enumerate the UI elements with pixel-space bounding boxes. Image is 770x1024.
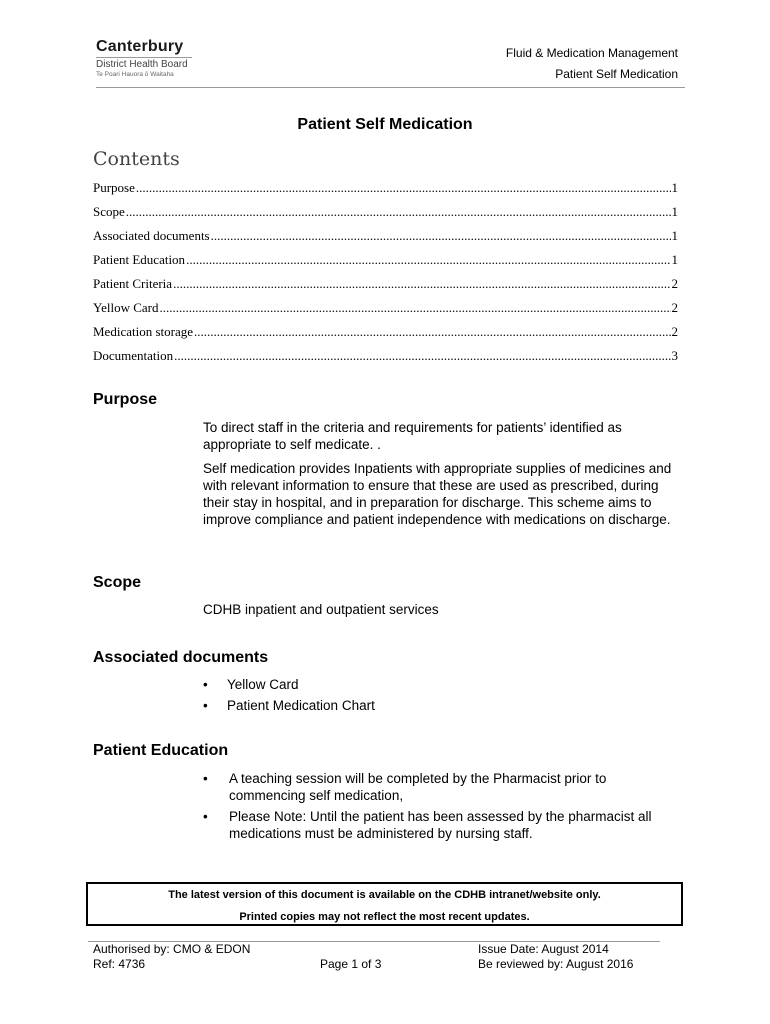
- section-purpose: [93, 391, 693, 535]
- bullet-icon: •: [203, 771, 208, 786]
- toc-label: Associated documents: [93, 228, 210, 243]
- toc-label: Patient Education: [93, 252, 186, 267]
- education-item-text: Please Note: Until the patient has been assessed by the pharmacist all medications must be administered by nursing staff.: [229, 809, 652, 841]
- scope-body: CDHB inpatient and outpatient services: [203, 602, 439, 617]
- toc-page-number: 2: [671, 324, 678, 339]
- education-item-text: A teaching session will be completed by the Pharmacist prior to commencing self medication,: [229, 771, 607, 803]
- toc-page-number: 1: [671, 252, 678, 267]
- version-notice-box: [86, 882, 683, 926]
- toc-leader: [211, 228, 671, 244]
- logo-sub-text: District Health Board: [96, 57, 192, 70]
- footer-right: [478, 942, 633, 972]
- toc-item-patient-criteria[interactable]: [93, 276, 678, 300]
- cdhb-logo: [96, 38, 192, 78]
- bullet-icon: •: [203, 809, 208, 824]
- section-associated-documents: [93, 649, 693, 718]
- toc-leader: [194, 324, 671, 340]
- toc-item-documentation[interactable]: [93, 348, 678, 372]
- contents-heading: Contents: [93, 148, 180, 170]
- toc-page-number: 2: [671, 300, 678, 315]
- bullet-icon: •: [203, 677, 208, 692]
- toc-label: Patient Criteria: [93, 276, 173, 291]
- table-of-contents: [93, 180, 678, 372]
- bullet-icon: •: [203, 698, 208, 713]
- toc-item-scope[interactable]: [93, 204, 678, 228]
- purpose-heading: Purpose: [93, 391, 158, 408]
- toc-page-number: 1: [671, 180, 678, 195]
- header-right: [506, 43, 678, 85]
- toc-item-patient-education[interactable]: [93, 252, 678, 276]
- toc-item-purpose[interactable]: [93, 180, 678, 204]
- toc-label: Scope: [93, 204, 125, 219]
- footer-review-date: Be reviewed by: August 2016: [478, 957, 634, 971]
- list-item: [203, 808, 673, 842]
- purpose-paragraph-1: To direct staff in the criteria and requirements for patients’ identified as appropriate to self medicate. .: [203, 420, 622, 452]
- toc-leader: [126, 204, 671, 220]
- associated-item-text: Patient Medication Chart: [227, 698, 375, 713]
- toc-item-associated-documents[interactable]: [93, 228, 678, 252]
- associated-list: [203, 676, 673, 714]
- section-patient-education: [93, 742, 693, 846]
- associated-heading: Associated documents: [93, 649, 269, 666]
- toc-leader: [136, 180, 671, 196]
- logo-main-text: Canterbury: [96, 38, 184, 55]
- notice-line-1: The latest version of this document is available on the CDHB intranet/website only.: [168, 889, 601, 901]
- toc-label: Documentation: [93, 348, 174, 363]
- associated-item-text: Yellow Card: [227, 677, 299, 692]
- section-scope: [93, 574, 693, 618]
- toc-leader: [173, 276, 670, 292]
- logo-maori-text: Te Poari Hauora ō Waitaha: [96, 71, 174, 78]
- toc-item-yellow-card[interactable]: [93, 300, 678, 324]
- list-item: [203, 676, 673, 693]
- education-heading: Patient Education: [93, 742, 229, 759]
- toc-page-number: 3: [671, 348, 678, 363]
- footer-issue-date: Issue Date: August 2014: [478, 942, 609, 956]
- toc-page-number: 2: [671, 276, 678, 291]
- footer-page-number: Page 1 of 3: [320, 957, 382, 971]
- education-list: [203, 770, 673, 842]
- footer-left: [93, 942, 250, 972]
- header-doc-name: Patient Self Medication: [555, 67, 678, 81]
- footer-authorised: Authorised by: CMO & EDON: [93, 942, 251, 956]
- document-title: Patient Self Medication: [297, 116, 473, 133]
- notice-line-2: Printed copies may not reflect the most recent updates.: [239, 911, 530, 923]
- purpose-body: [203, 419, 673, 528]
- toc-page-number: 1: [671, 204, 678, 219]
- header-divider: [96, 87, 685, 88]
- footer-ref: Ref: 4736: [93, 957, 146, 971]
- purpose-paragraph-2: Self medication provides Inpatients with appropriate supplies of medicines and with relevant information to ensure that these are used as prescribed, during their stay in hospital, and in preparation for discharge. This scheme aims to improve compliance and patient independence with medications on discharge.: [203, 461, 672, 527]
- toc-page-number: 1: [671, 228, 678, 243]
- header-category: Fluid & Medication Management: [505, 46, 678, 60]
- toc-leader: [186, 252, 670, 268]
- toc-leader: [160, 300, 671, 316]
- toc-leader: [174, 348, 670, 364]
- toc-label: Medication storage: [93, 324, 193, 339]
- scope-heading: Scope: [93, 574, 142, 591]
- toc-label: Yellow Card: [93, 300, 159, 315]
- toc-label: Purpose: [93, 180, 135, 195]
- toc-item-medication-storage[interactable]: [93, 324, 678, 348]
- list-item: [203, 770, 673, 804]
- list-item: [203, 697, 673, 714]
